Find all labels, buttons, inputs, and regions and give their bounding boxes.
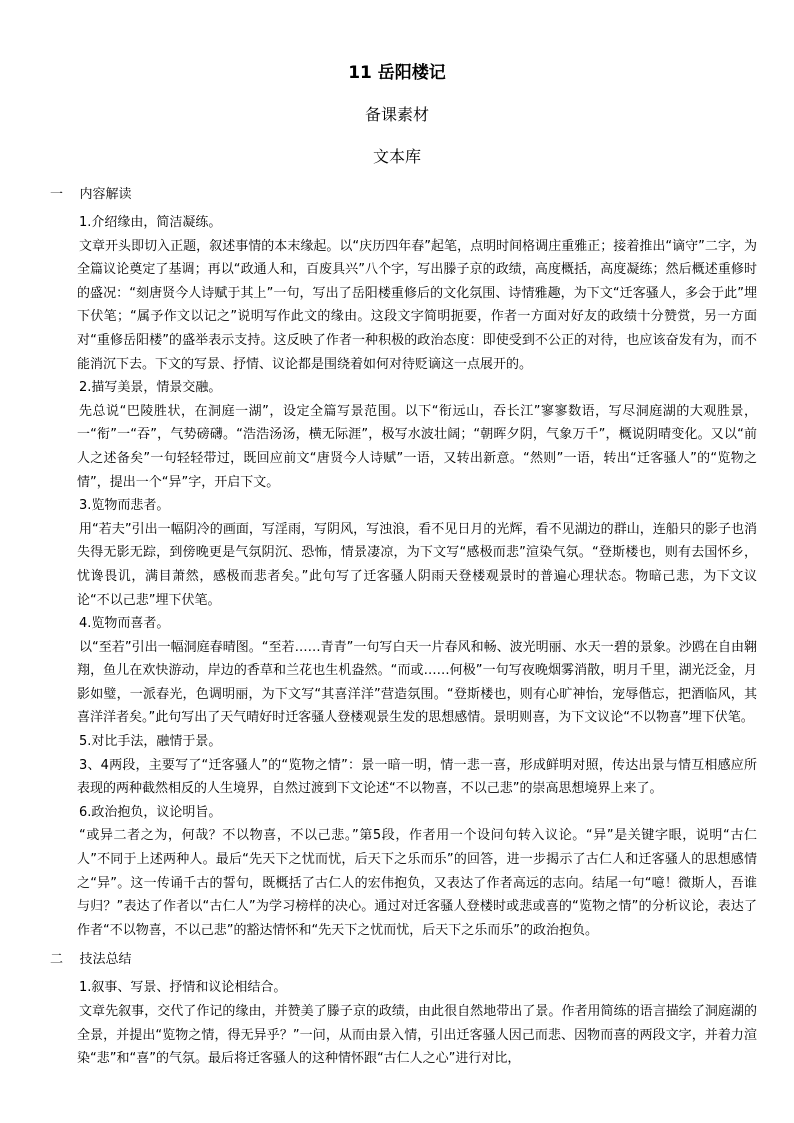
item-paragraph: 3、4两段，主要写了“迁客骚人”的“览物之情”：景一暗一明，情一悲一喜，形成鲜明对照，传达出景与情互相感应所表现的两种截然相反的人生境界，自然过渡到下文论述“不以物喜，不以己悲”的崇高思想境界上来了。 [77, 757, 757, 797]
page-title: 11 岳阳楼记 [348, 63, 446, 83]
item-heading: 1.介绍缘由，简洁凝练。 [79, 215, 222, 230]
item-heading: 1.叙事、写景、抒情和议论相结合。 [79, 980, 287, 996]
item-paragraph: 以“至若”引出一幅洞庭春晴图。“至若……青青”一句写白天一片春风和畅、波光明丽、水天一碧的景象。沙鸥在自由翱翔，鱼儿在欢快游动，岸边的香草和兰花也生机盎然。“而或……何极”一句写夜晚烟雾消散，明月千里，湖光泛金，月影如璧，一派春光，色调明丽，为下文写“其喜洋洋”营造氛围。“登斯楼也，则有心旷神怡，宠辱偕忘，把酒临风，其喜洋洋者矣。”此句写出了天气晴好时迁客骚人登楼观景生发的思想感情。景明则喜，为下文议论“不以物喜”埋下伏笔。 [77, 639, 757, 726]
section-heading-technique-summary: 二 技法总结 [50, 952, 132, 968]
item-paragraph: 文章开头即切入正题，叙述事情的本末缘起。以“庆历四年春”起笔，点明时间格调庄重雅正；接着推出“谪守”二字，为全篇议论奠定了基调；再以“政通人和，百废具兴”八个字，写出滕子京的政绩，高度概括，高度凝练；然后概述重修时的盛况：“刻唐贤今人诗赋于其上”一句，写出了岳阳楼重修后的文化氛围、诗情雅趣，为下文“迁客骚人，多会于此”埋下伏笔；“属予作文以记之”说明写作此文的缘由。这段文字简明扼要，作者一方面对好友的政绩十分赞赏，另一方面对“重修岳阳楼”的盛举表示支持。这反映了作者一种积极的政治态度：即使受到不公正的对待，也应该奋发有为，而不能消沉下去。下文的写景、抒情、议论都是围绕着如何对待贬谪这一点展开的。 [77, 238, 757, 372]
item-heading: 2.描写美景，情景交融。 [79, 380, 222, 396]
section-heading-content-interpretation: 一 内容解读 [50, 187, 132, 202]
item-paragraph: “或异二者之为，何哉？不以物喜，不以己悲。”第5段，作者用一个设问句转入议论。“异”是关键字眼，说明“古仁人”不同于上述两种人。最后“先天下之忧而忧，后天下之乐而乐”的回答，进一步揭示了古仁人和迁客骚人的思想感情之“异”。这一传诵千古的誓句，既概括了古仁人的宏伟抱负，又表达了作者高远的志向。结尾一句“噫！微斯人，吾谁与归？”表达了作者以“古仁人”为学习榜样的决心。通过对迁客骚人登楼时或悲或喜的“览物之情”的分析议论，表达了作者“不以物喜，不以己悲”的豁达情怀和“先天下之忧而忧，后天下之乐而乐”的政治抱负。 [77, 828, 757, 938]
item-paragraph: 先总说“巴陵胜状，在洞庭一湖”，设定全篇写景范围。以下“衔远山，吞长江”寥寥数语，写尽洞庭湖的大观胜景，一“衔”一“吞”，气势磅礴。“浩浩汤汤，横无际涯”，极写水波壮阔；“朝晖夕阴，气象万千”，概说阴晴变化。又以“前人之述备矣”一句轻轻带过，既回应前文“唐贤今人诗赋”一语，又转出新意。“然则”一语，转出“迁客骚人”的“览物之情”，提出一个“异”字，开启下文。 [77, 403, 757, 490]
item-paragraph: 用“若夫”引出一幅阴冷的画面，写淫雨，写阴风，写浊浪，看不见日月的光辉，看不见湖边的群山，连船只的影子也消失得无影无踪，到傍晚更是气氛阴沉、恐怖，情景凄凉，为下文写“感极而悲”渲染气氛。“登斯楼也，则有去国怀乡，忧谗畏讥，满目萧然，感极而悲者矣。”此句写了迁客骚人阴雨天登楼观景时的普遍心理状态。物暗己悲，为下文议论“不以己悲”埋下伏笔。 [77, 521, 757, 608]
subtitle-text-library: 文本库 [372, 147, 421, 166]
subtitle-material: 备课素材 [364, 105, 429, 124]
item-heading: 3.览物而悲者。 [79, 498, 170, 514]
item-paragraph: 文章先叙事，交代了作记的缘由，并赞美了滕子京的政绩，由此很自然地带出了景。作者用简练的语言描绘了洞庭湖的全景，并提出“览物之情，得无异乎？”一问，从而由景入情，引出迁客骚人因己而悲、因物而喜的两段文字，并着力渲染“悲”和“喜”的气氛。最后将迁客骚人的这种情怀跟“古仁人之心”进行对比， [77, 1004, 757, 1067]
item-heading: 6.政治抱负，议论明旨。 [79, 804, 222, 820]
document-content [50, 183, 757, 1071]
item-heading: 5.对比手法，融情于景。 [79, 734, 222, 750]
item-heading: 4.览物而喜者。 [79, 616, 170, 632]
